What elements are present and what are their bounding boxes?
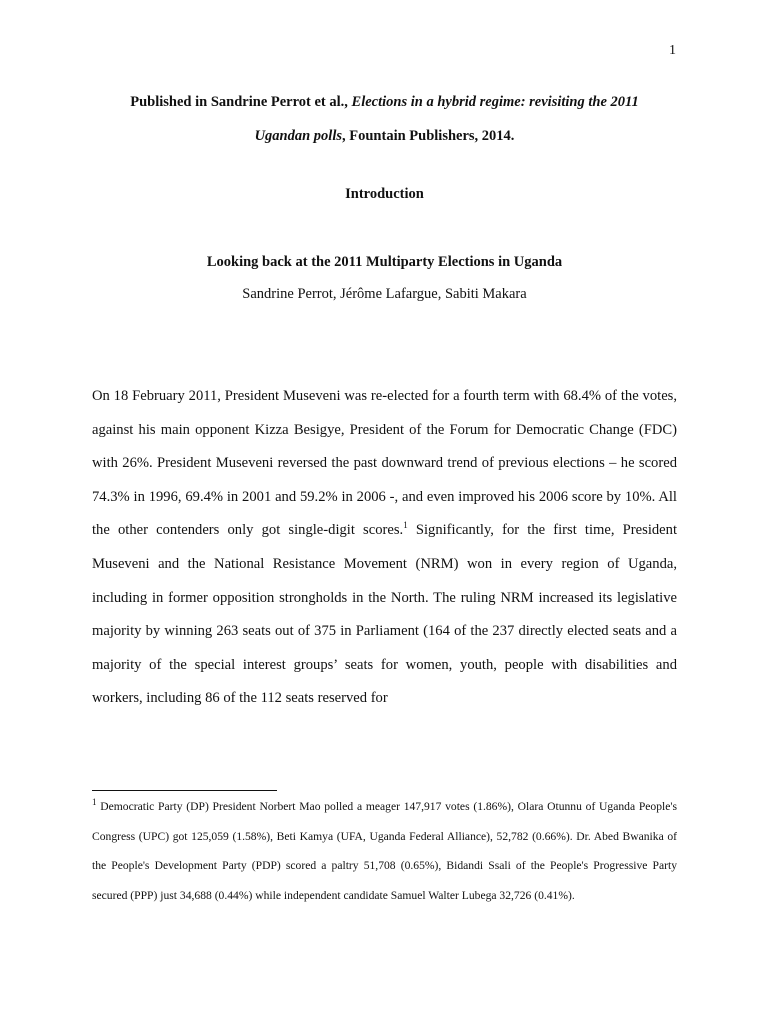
authors: Sandrine Perrot, Jérôme Lafargue, Sabiti Makara: [242, 286, 527, 302]
body-text-part1: On 18 February 2011, President Museveni was re-elected for a fourth term with 68.4% of the votes, against his main opponent Kizza Besigye, President of the Forum for Democratic Change (FDC) with 26%. President Museveni reversed the past downward trend of previous elections – he scored 74.3% in 1996, 69.4% in 2001 and 59.2% in 2006 -, and even improved his 2006 score by 10%. All the other contenders only got single-digit scores.: [92, 388, 677, 539]
publication-suffix: , Fountain Publishers, 2014.: [342, 128, 515, 144]
book-title-line1: Elections in a hybrid regime: revisiting the 2011: [351, 94, 639, 110]
section-heading: Introduction: [345, 186, 424, 202]
page-number: 1: [669, 43, 676, 58]
publication-prefix: Published in Sandrine Perrot et al.,: [130, 94, 352, 110]
footnote: [92, 792, 677, 910]
article-title: Looking back at the 2011 Multiparty Elections in Uganda: [206, 254, 563, 270]
book-title-line2: Ugandan polls: [254, 128, 342, 144]
body-paragraph: [92, 380, 677, 716]
footnote-marker: 1: [92, 797, 97, 808]
footnote-reference[interactable]: 1: [403, 520, 408, 531]
publication-info: [92, 85, 677, 153]
footnote-divider: [92, 790, 277, 791]
body-text-part2: Significantly, for the first time, President Museveni and the National Resistance Movement (NRM) won in every region of Uganda, including in former opposition strongholds in the North. The ruling NRM increased its legislative majority by winning 263 seats out of 375 in Parliament (164 of the 237 directly elected seats and a majority of the special interest groups’ seats for women, youth, people with disabilities and workers, including 86 of the 112 seats reserved for: [92, 522, 677, 707]
footnote-text: Democratic Party (DP) President Norbert Mao polled a meager 147,917 votes (1.86%), Olara Otunnu of Uganda People's Congress (UPC) got 125,059 (1.58%), Beti Kamya (UFA, Uganda Federal Alliance), 52,782 (0.66%). Dr. Abed Bwanika of the People's Development Party (PDP) scored a paltry 51,708 (0.65%), Bidandi Ssali of the People's Progressive Party secured (PPP) just 34,688 (0.44%) while independent candidate Samuel Walter Lubega 32,726 (0.41%).: [92, 800, 677, 902]
